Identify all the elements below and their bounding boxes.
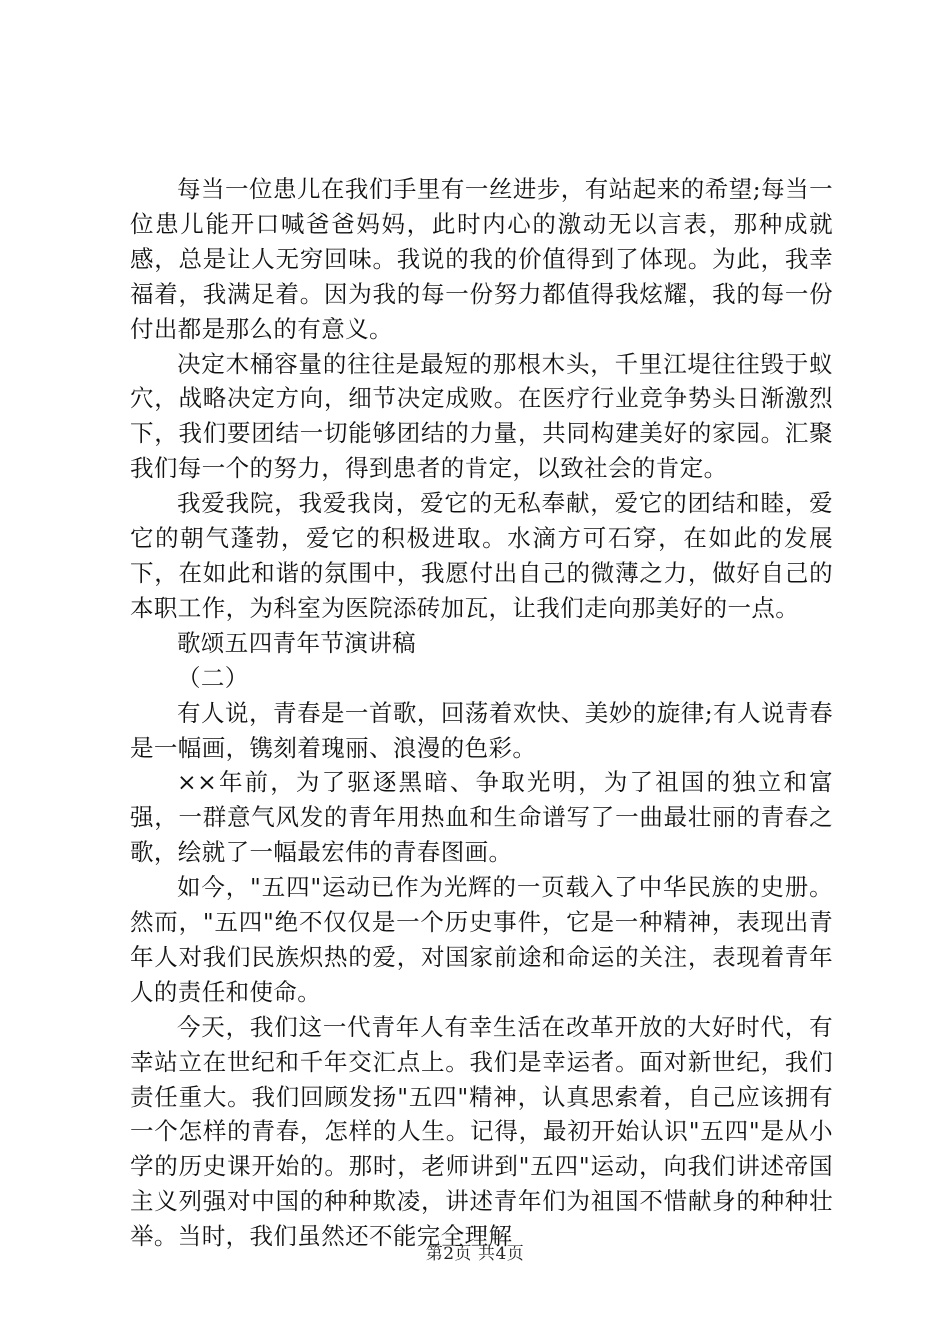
paragraph-7: 今天，我们这一代青年人有幸生活在改革开放的大好时代，有幸站立在世纪和千年交汇点上。我们是幸运者。面对新世纪，我们责任重大。我们回顾发扬"五四"精神，认真思索着，自己应该拥有一个怎样的青春，怎样的人生。记得，最初开始认识"五四"是从小学的历史课开始的。那时，老师讲到"五四"运动，向我们讲述帝国主义列强对中国的种种欺凌，讲述青年们为祖国不惜献身的种种壮举。当时，我们虽然还不能完全理解 [130, 1012, 833, 1251]
paragraph-5: ××年前，为了驱逐黑暗、争取光明，为了祖国的独立和富强，一群意气风发的青年用热血和生命谱写了一曲最壮丽的青春之歌，绘就了一幅最宏伟的青春图画。 [130, 768, 833, 867]
paragraph-3: 我爱我院，我爱我岗，爱它的无私奉献，爱它的团结和睦，爱它的朝气蓬勃，爱它的积极进取。水滴方可石穿，在如此的发展下，在如此和谐的氛围中，我愿付出自己的微薄之力，做好自己的本职工作，为科室为医院添砖加瓦，让我们走向那美好的一点。 [130, 489, 833, 622]
paragraph-4: 有人说，青春是一首歌，回荡着欢快、美妙的旋律;有人说青春是一幅画，镌刻着瑰丽、浪漫的色彩。 [130, 698, 833, 762]
paragraph-2: 决定木桶容量的往往是最短的那根木头，千里江堤往往毁于蚁穴，战略决定方向，细节决定成败。在医疗行业竞争势头日渐激烈下，我们要团结一切能够团结的力量，共同构建美好的家园。汇聚我们每一个的努力，得到患者的肯定，以致社会的肯定。 [130, 349, 833, 483]
section-number: （二） [177, 663, 249, 692]
section-heading: 歌颂五四青年节演讲稿 [177, 628, 416, 657]
paragraph-1: 每当一位患儿在我们手里有一丝进步，有站起来的希望;每当一位患儿能开口喊爸爸妈妈，此时内心的激动无以言表，那种成就感，总是让人无穷回味。我说的我的价值得到了体现。为此，我幸福着，我满足着。因为我的每一份努力都值得我炫耀，我的每一份付出都是那么的有意义。 [130, 175, 833, 343]
document-body [130, 172, 833, 1254]
page-footer: 第2页 共4页 [425, 1244, 525, 1264]
paragraph-6: 如今，"五四"运动已作为光辉的一页载入了中华民族的史册。然而，"五四"绝不仅仅是一个历史事件，它是一种精神，表现出青年人对我们民族炽热的爱，对国家前途和命运的关注，表现着青年人的责任和使命。 [130, 873, 833, 1006]
